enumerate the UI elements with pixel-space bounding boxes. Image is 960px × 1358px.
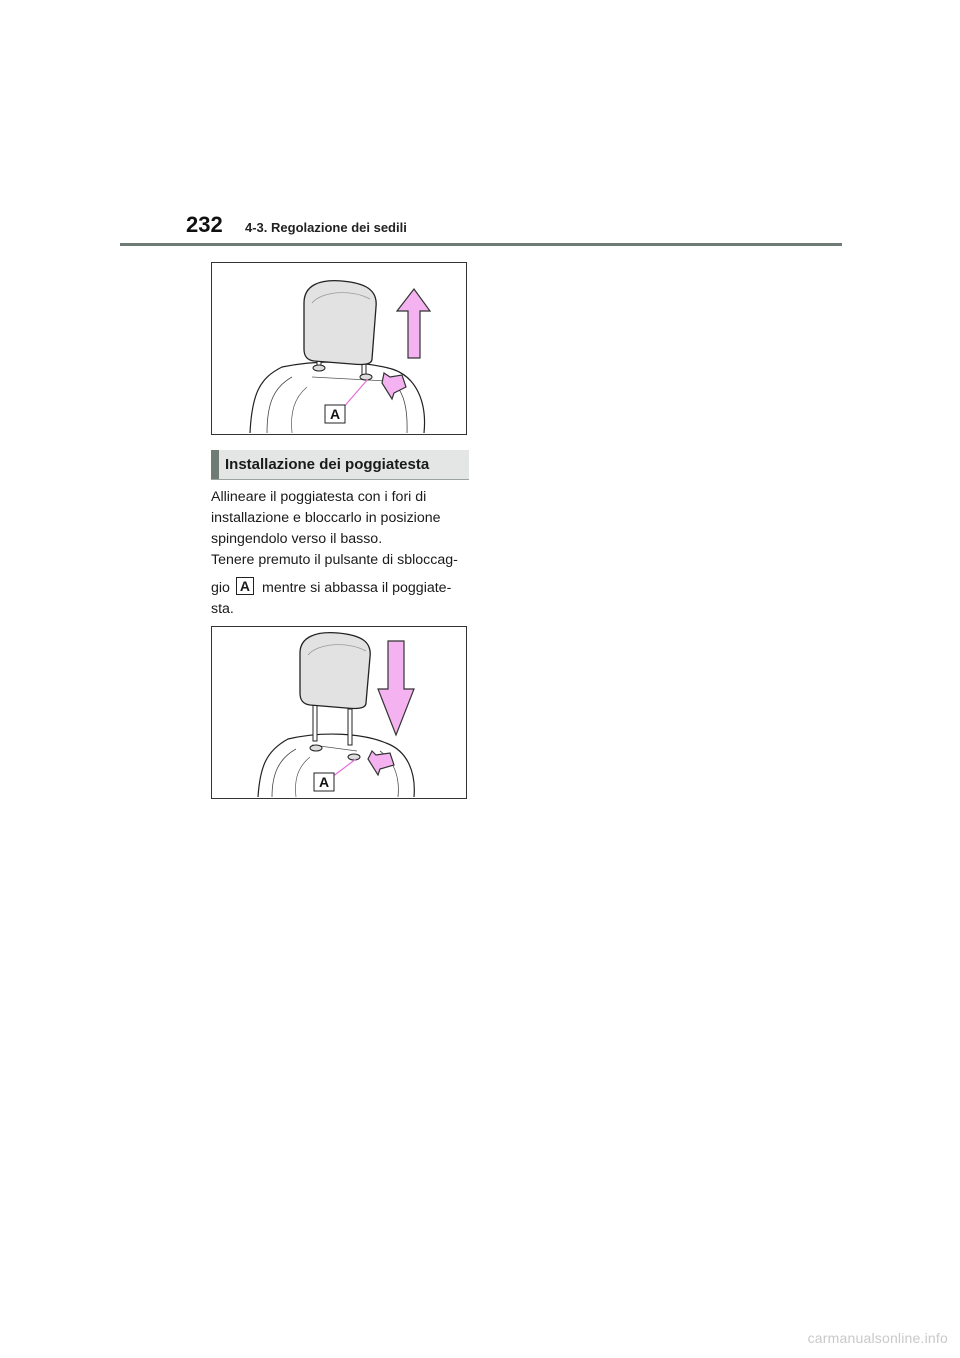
header-rule: [120, 243, 842, 246]
page-number: 232: [186, 212, 223, 237]
text-line: sta.: [211, 601, 234, 617]
text-line: Allineare il poggiatesta con i fori di: [211, 489, 427, 505]
text-fragment: mentre si abbassa il poggiate-: [262, 580, 452, 596]
figure-label-a: A: [318, 774, 330, 790]
subheading: [211, 450, 469, 480]
text-line: Tenere premuto il pulsante di sbloccag-: [211, 552, 458, 568]
text-line: installazione e bloccarlo in posizione: [211, 510, 441, 526]
section-title: 4-3. Regolazione dei sedili: [245, 220, 407, 235]
watermark: carmanualsonline.info: [807, 1330, 948, 1346]
figure-headrest-raise: [211, 262, 467, 435]
figure-headrest-lower: [211, 626, 467, 799]
text-line: spingendolo verso il basso.: [211, 531, 383, 547]
inline-label-a: A: [236, 577, 254, 595]
figure-label-a: A: [329, 406, 341, 422]
text-fragment: gio: [211, 580, 230, 596]
instructions-text: [211, 487, 473, 620]
subheading-text: Installazione dei poggiatesta: [225, 456, 430, 473]
headrest-raise-illustration: [212, 263, 466, 434]
headrest-lower-illustration: [212, 627, 466, 798]
text-line: [211, 577, 473, 599]
subheading-accent-bar: [211, 450, 219, 479]
